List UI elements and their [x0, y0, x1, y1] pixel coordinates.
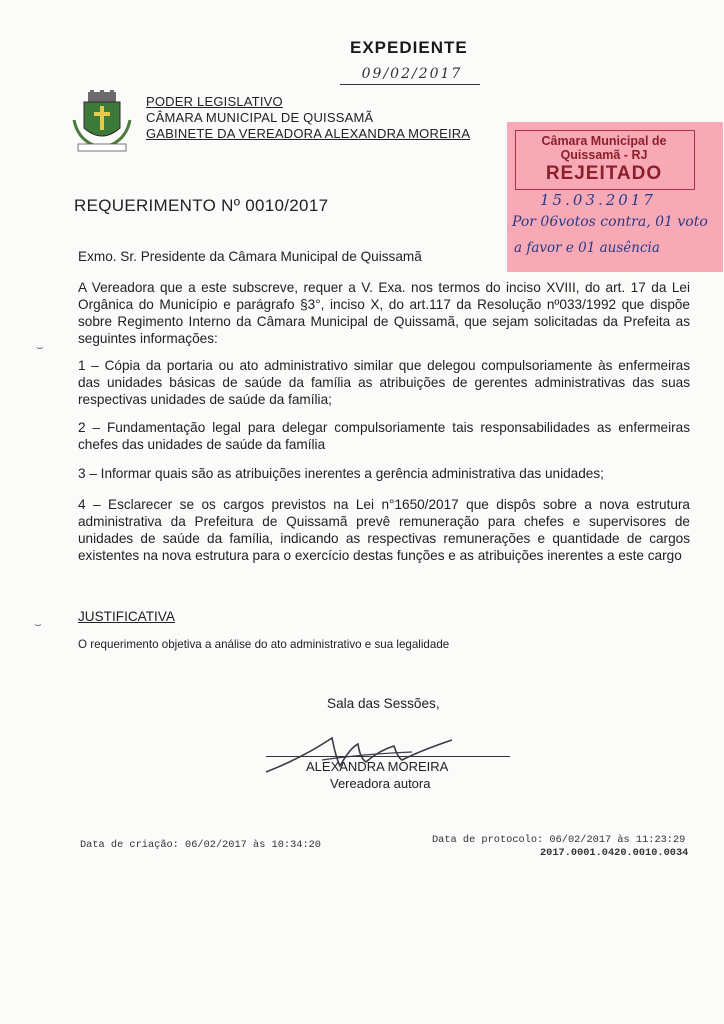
header-line-1: PODER LEGISLATIVO [146, 94, 283, 109]
rejected-stamp-org: Câmara Municipal de Quissamã - RJ [541, 134, 667, 162]
header-line-2: CÂMARA MUNICIPAL DE QUISSAMÃ [146, 110, 374, 125]
signatory-role: Vereadora autora [330, 776, 431, 791]
intro-paragraph: A Vereadora que a este subscreve, requer a V. Exa. nos termos do inciso XVIII, do art. 17 da Lei Orgânica do Município e parágrafo §3°, inciso X, do art.117 da Resolução nº033/1992 que dispõe sobre Regimento Interno da Câmara Municipal de Quissamã, que sejam solicitadas da Prefeita as seguintes informações: [78, 280, 690, 346]
expediente-underline [340, 84, 480, 85]
salutation: Exmo. Sr. Presidente da Câmara Municipal de Quissamã [78, 249, 422, 264]
request-item-1: 1 – Cópia da portaria ou ato administrativo similar que delegou compulsoriamente às enfermeiras das unidades básicas de saúde da família as atribuições de gerentes administrativas das suas respectivas unidades de saúde da família; [78, 358, 690, 407]
header-line-3: GABINETE DA VEREADORA ALEXANDRA MOREIRA [146, 126, 471, 141]
expediente-stamp: EXPEDIENTE [350, 38, 468, 57]
creation-date: Data de criação: 06/02/2017 às 10:34:20 [80, 839, 321, 851]
closing: Sala das Sessões, [327, 696, 440, 711]
scan-mark: ⌣ [36, 340, 44, 354]
rejected-stamp-status: REJEITADO [545, 163, 663, 184]
scan-mark: ⌣ [34, 617, 42, 631]
request-item-4: 4 – Esclarecer se os cargos previstos na Lei n°1650/2017 que dispôs sobre a nova estrutura administrativa da Prefeitura de Quissamã prevê remuneração para chefes e supervisores de unidades de saúde da família, indicando as respectivas remunerações e quantidade de cargos existentes na nova estrutura para o exercício destas funções e as atribuições inerentes a este cargo [78, 497, 690, 563]
request-item-2: 2 – Fundamentação legal para delegar compulsoriamente tais responsabilidades as enfermeiras chefes das unidades de saúde da família [78, 420, 690, 452]
signatory-name: ALEXANDRA MOREIRA [306, 759, 449, 774]
expediente-date: 09/02/2017 [361, 66, 463, 82]
rejected-note-line-1: Por 06votos contra, 01 voto [512, 214, 708, 230]
signature-line [266, 756, 510, 757]
protocol-date: Data de protocolo: 06/02/2017 às 11:23:29 [432, 834, 686, 846]
municipal-crest-logo [70, 90, 134, 154]
rejected-note-line-2: a favor e 01 ausência [514, 240, 660, 256]
protocol-number: 2017.0001.0420.0010.0034 [540, 847, 689, 859]
document-title: REQUERIMENTO Nº 0010/2017 [74, 196, 329, 215]
justificativa-text: O requerimento objetiva a análise do ato administrativo e sua legalidade [78, 638, 450, 651]
rejected-stamp-date: 15.03.2017 [540, 191, 656, 209]
request-item-3: 3 – Informar quais são as atribuições inerentes a gerência administrativa das unidades; [78, 466, 604, 481]
justificativa-heading: JUSTIFICATIVA [78, 609, 175, 624]
